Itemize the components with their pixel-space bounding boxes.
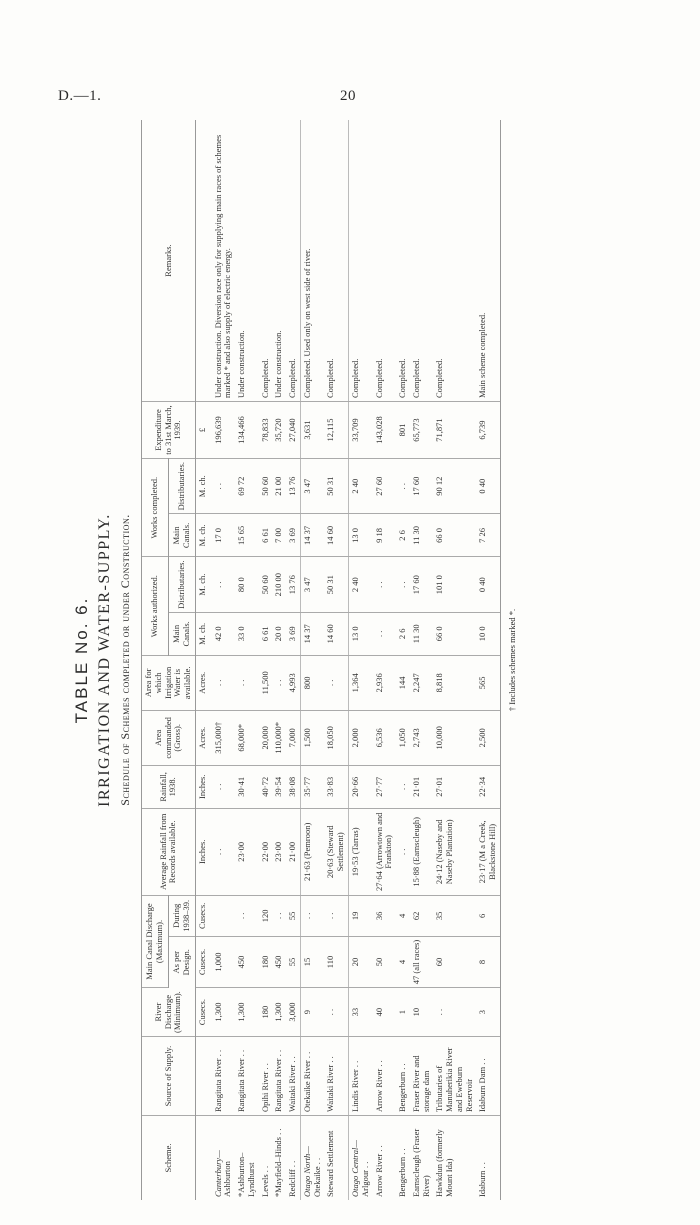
cell-avg-rain: 15·88 (Earnscleugh)	[410, 808, 434, 895]
cell-comp-main: 9 18	[373, 514, 397, 557]
cell-remarks: Completed. Used only on west side of river.	[300, 120, 324, 402]
col-as-per-design: As per Design.	[168, 936, 195, 987]
table-row	[212, 120, 236, 1200]
cell-auth-main: 14 37	[300, 612, 324, 655]
cell-avg-rain: 22·00	[259, 808, 273, 895]
col-source: Source of Supply.	[142, 1037, 196, 1116]
col-works-completed: Works completed.	[142, 459, 169, 557]
cell-river: 180	[259, 988, 273, 1037]
cell-avg-rain: 21·63 (Pemroon)	[300, 808, 324, 895]
rotated-table-page	[68, 120, 628, 1200]
cell-during: 36	[373, 895, 397, 936]
cell-comp-main: 3 69	[286, 514, 300, 557]
cell-during	[212, 895, 236, 936]
scheme-name: Arrow River . .	[373, 1145, 384, 1197]
cell-rain: 30·41	[235, 765, 259, 808]
cell-area: 110,000*	[272, 710, 286, 765]
cell-auth-dist: . .	[373, 557, 397, 612]
cell-comp-dist: 3 47	[300, 459, 324, 514]
cell-auth-dist: . .	[212, 557, 236, 612]
cell-scheme	[410, 1116, 434, 1201]
cell-during: 120	[259, 895, 273, 936]
cell-irr: 4,993	[286, 655, 300, 710]
unit-area: Acres.	[195, 710, 211, 765]
col-avg-rainfall: Average Rainfall from Records available.	[142, 808, 196, 895]
cell-remarks: Completed.	[286, 120, 300, 402]
cell-avg-rain: . .	[396, 808, 410, 895]
cell-comp-main: 15 65	[235, 514, 259, 557]
cell-during: 55	[286, 895, 300, 936]
cell-comp-dist: 0 40	[476, 459, 500, 514]
unit-irr: Acres.	[195, 655, 211, 710]
cell-scheme	[286, 1116, 300, 1201]
cell-source: Rangitata River . .	[235, 1037, 259, 1116]
cell-river: 40	[373, 988, 397, 1037]
cell-scheme	[272, 1116, 286, 1201]
cell-comp-main: 14 60	[324, 514, 348, 557]
cell-auth-main: 33 0	[235, 612, 259, 655]
col-rainfall-1938: Rainfall, 1938.	[142, 765, 196, 808]
scheme-name: Levels . .	[259, 1165, 270, 1197]
cell-avg-rain: 27·64 (Arrowtown and Frankton)	[373, 808, 397, 895]
cell-source: Rangitata River . .	[212, 1037, 236, 1116]
cell-comp-dist: . .	[212, 459, 236, 514]
region-label: Otago Central—	[350, 1140, 361, 1197]
scheme-name: Otekaike . .	[311, 1157, 322, 1197]
cell-exp: 27,040	[286, 402, 300, 459]
unit-design: Cusecs.	[195, 936, 211, 987]
cell-design: 15	[300, 936, 324, 987]
cell-comp-dist: 27 60	[373, 459, 397, 514]
cell-comp-dist: 21 00	[272, 459, 286, 514]
cell-avg-rain: . .	[212, 808, 236, 895]
cell-source: Idaburn Dam . .	[476, 1037, 500, 1116]
cell-auth-main: 6 61	[259, 612, 273, 655]
unit-river: Cusecs.	[195, 988, 211, 1037]
cell-remarks: Completed.	[349, 120, 373, 402]
cell-comp-dist: 50 60	[259, 459, 273, 514]
cell-auth-dist: 2 40	[349, 557, 373, 612]
cell-auth-dist: 0 40	[476, 557, 500, 612]
col-area-commanded: Area commanded (Gross).	[142, 710, 196, 765]
cell-design: 47 (all races)	[410, 936, 434, 987]
cell-during: 4	[396, 895, 410, 936]
cell-scheme	[349, 1116, 373, 1201]
footnote: † Includes schemes marked *.	[506, 608, 517, 712]
cell-area: 1,050	[396, 710, 410, 765]
cell-scheme	[212, 1116, 236, 1201]
scheme-name: Ashburton	[222, 1161, 233, 1197]
cell-exp: 78,833	[259, 402, 273, 459]
cell-auth-main: 66 0	[433, 612, 476, 655]
cell-river: . .	[324, 988, 348, 1037]
scheme-name: Idaburn . .	[477, 1162, 488, 1197]
cell-exp: 801	[396, 402, 410, 459]
cell-river: 33	[349, 988, 373, 1037]
cell-rain: 40·72	[259, 765, 273, 808]
table-subtitle: Schedule of Schemes completed or under Construction.	[118, 514, 132, 806]
col-river-discharge: River Discharge (Minimum).	[142, 988, 196, 1037]
units-row	[195, 120, 211, 1200]
cell-design: 4	[396, 936, 410, 987]
cell-rain: 27·01	[433, 765, 476, 808]
cell-avg-rain: 23·17 (M a Creek, Blackstone Hill)	[476, 808, 500, 895]
cell-comp-main: 7 00	[272, 514, 286, 557]
cell-auth-dist: 50 60	[259, 557, 273, 612]
table-row	[286, 120, 300, 1200]
table-row	[396, 120, 410, 1200]
cell-design: 450	[235, 936, 259, 987]
cell-scheme	[324, 1116, 348, 1201]
cell-area: 10,000	[433, 710, 476, 765]
cell-irr: . .	[324, 655, 348, 710]
cell-remarks: Main scheme completed.	[476, 120, 500, 402]
cell-auth-main: 2 6	[396, 612, 410, 655]
col-main-canal: Main Canal Discharge (Maximum).	[142, 895, 169, 987]
cell-source: Tributaries of Manuherikia River and Eweburn Reservoir	[433, 1037, 476, 1116]
cell-river: 1,300	[212, 988, 236, 1037]
cell-source: Fraser River and storage dam	[410, 1037, 434, 1116]
cell-source: Otekaike River . .	[300, 1037, 324, 1116]
cell-scheme	[476, 1116, 500, 1201]
cell-design: 55	[286, 936, 300, 987]
cell-exp: 143,028	[373, 402, 397, 459]
cell-remarks: Completed.	[259, 120, 273, 402]
unit-comp-dist: M. ch.	[195, 459, 211, 514]
cell-exp: 35,720	[272, 402, 286, 459]
cell-comp-main: 14 37	[300, 514, 324, 557]
cell-auth-main: 14 60	[324, 612, 348, 655]
cell-river: 1	[396, 988, 410, 1037]
cell-auth-main: 10 0	[476, 612, 500, 655]
cell-irr: 800	[300, 655, 324, 710]
cell-auth-main: 13 0	[349, 612, 373, 655]
cell-comp-main: 13 0	[349, 514, 373, 557]
cell-exp: 6,739	[476, 402, 500, 459]
cell-auth-main: 11 30	[410, 612, 434, 655]
cell-irr: 144	[396, 655, 410, 710]
scheme-name: Steward Settlement	[325, 1130, 336, 1197]
cell-river: 1,300	[235, 988, 259, 1037]
cell-comp-main: 66 0	[433, 514, 476, 557]
cell-avg-rain: 23·00	[235, 808, 259, 895]
cell-area: 20,000	[259, 710, 273, 765]
table-title: IRRIGATION AND WATER-SUPPLY.	[96, 513, 113, 807]
cell-design: 60	[433, 936, 476, 987]
cell-auth-main: 3 69	[286, 612, 300, 655]
cell-scheme	[259, 1116, 273, 1201]
cell-scheme	[373, 1116, 397, 1201]
cell-during: . .	[272, 895, 286, 936]
col-remarks: Remarks.	[142, 120, 196, 402]
cell-comp-dist: 17 60	[410, 459, 434, 514]
cell-auth-main: 42 0	[212, 612, 236, 655]
schedule-table	[141, 120, 501, 1200]
cell-area: 6,536	[373, 710, 397, 765]
cell-design: 180	[259, 936, 273, 987]
cell-comp-main: 6 61	[259, 514, 273, 557]
cell-during: . .	[300, 895, 324, 936]
cell-auth-dist: 17 60	[410, 557, 434, 612]
cell-auth-dist: 210 00	[272, 557, 286, 612]
cell-irr: 565	[476, 655, 500, 710]
cell-irr: . .	[212, 655, 236, 710]
cell-avg-rain: 24·12 (Naseby and Naseby Plantation)	[433, 808, 476, 895]
unit-comp-main: M. ch.	[195, 514, 211, 557]
cell-source: Bengerburn . .	[396, 1037, 410, 1116]
cell-remarks: Completed.	[324, 120, 348, 402]
cell-area: 68,000*	[235, 710, 259, 765]
cell-remarks: Completed.	[373, 120, 397, 402]
table-row	[259, 120, 273, 1200]
cell-irr: . .	[235, 655, 259, 710]
cell-remarks: Completed.	[396, 120, 410, 402]
scheme-name: Hawkdun (formerly Mount Ida)	[434, 1129, 455, 1197]
table-row	[235, 120, 259, 1200]
cell-source: Rangitata River . .	[272, 1037, 286, 1116]
table-row	[433, 120, 476, 1200]
cell-source: Lindis River . .	[349, 1037, 373, 1116]
cell-exp: 33,709	[349, 402, 373, 459]
scheme-name: Earnscleugh (Fraser River)	[410, 1128, 431, 1197]
cell-rain: 33·83	[324, 765, 348, 808]
cell-avg-rain: 21·00	[286, 808, 300, 895]
region-label: Otago North—	[301, 1146, 312, 1197]
scheme-name: *Mayfield–Hinds . .	[273, 1128, 284, 1197]
cell-rain: 38·08	[286, 765, 300, 808]
cell-rain: . .	[396, 765, 410, 808]
cell-area: 2,000	[349, 710, 373, 765]
col-scheme: Scheme.	[142, 1116, 196, 1201]
unit-rain: Inches.	[195, 765, 211, 808]
cell-design: 450	[272, 936, 286, 987]
cell-auth-dist: 80 0	[235, 557, 259, 612]
cell-river: . .	[433, 988, 476, 1037]
cell-auth-dist: 3 47	[300, 557, 324, 612]
cell-comp-dist: 50 31	[324, 459, 348, 514]
cell-exp: 3,631	[300, 402, 324, 459]
col-comp-main-canals: Main Canals.	[168, 514, 195, 557]
table-row	[410, 120, 434, 1200]
cell-area: 18,050	[324, 710, 348, 765]
cell-during: 19	[349, 895, 373, 936]
cell-source: Waitaki River . .	[324, 1037, 348, 1116]
cell-comp-dist: 2 40	[349, 459, 373, 514]
cell-during: . .	[235, 895, 259, 936]
col-auth-main-canals: Main Canals.	[168, 612, 195, 655]
col-works-authorized: Works authorized.	[142, 557, 169, 655]
cell-auth-dist: 50 31	[324, 557, 348, 612]
cell-rain: . .	[212, 765, 236, 808]
cell-rain: 27·77	[373, 765, 397, 808]
cell-rain: 21·01	[410, 765, 434, 808]
cell-irr: 2,936	[373, 655, 397, 710]
cell-design: 20	[349, 936, 373, 987]
unit-auth-dist: M. ch.	[195, 557, 211, 612]
cell-river: 10	[410, 988, 434, 1037]
cell-scheme	[396, 1116, 410, 1201]
cell-source: Opihi River . .	[259, 1037, 273, 1116]
cell-irr: 2,247	[410, 655, 434, 710]
cell-during: 62	[410, 895, 434, 936]
cell-irr: 11,500	[259, 655, 273, 710]
col-during: During 1938–39.	[168, 895, 195, 936]
cell-design: 50	[373, 936, 397, 987]
table-row	[324, 120, 348, 1200]
table-body	[195, 120, 500, 1200]
table-row	[373, 120, 397, 1200]
cell-design: 8	[476, 936, 500, 987]
cell-scheme	[433, 1116, 476, 1201]
cell-source: Arrow River . .	[373, 1037, 397, 1116]
scheme-name: Bengerburn . .	[397, 1148, 408, 1197]
cell-comp-main: 2 6	[396, 514, 410, 557]
cell-comp-main: 11 30	[410, 514, 434, 557]
cell-design: 1,000	[212, 936, 236, 987]
cell-exp: 12,115	[324, 402, 348, 459]
table-row	[476, 120, 500, 1200]
cell-during: 6	[476, 895, 500, 936]
cell-rain: 39·54	[272, 765, 286, 808]
cell-scheme	[300, 1116, 324, 1201]
scheme-name: Arlgour . .	[359, 1161, 370, 1197]
unit-auth-main: M. ch.	[195, 612, 211, 655]
cell-source: Waitaki River . .	[286, 1037, 300, 1116]
cell-irr: . .	[272, 655, 286, 710]
col-area-irrigation: Area for which Irrigation Water is available.	[142, 655, 196, 710]
cell-avg-rain: 23·00	[272, 808, 286, 895]
cell-comp-dist: 90 12	[433, 459, 476, 514]
cell-remarks: Completed.	[433, 120, 476, 402]
cell-rain: 22·34	[476, 765, 500, 808]
cell-river: 1,300	[272, 988, 286, 1037]
cell-remarks: Under construction.	[235, 120, 259, 402]
table-number: TABLE No. 6.	[72, 596, 91, 724]
cell-comp-main: 7 26	[476, 514, 500, 557]
cell-during: . .	[324, 895, 348, 936]
table-titles	[72, 120, 133, 1200]
cell-auth-dist: 101 0	[433, 557, 476, 612]
scheme-name: *Ashburton–Lyndhurst	[236, 1152, 256, 1197]
page-number: 20	[340, 88, 356, 104]
cell-area: 2,500	[476, 710, 500, 765]
table-row	[349, 120, 373, 1200]
cell-exp: 65,773	[410, 402, 434, 459]
col-auth-distributaries: Distributaries.	[168, 557, 195, 612]
cell-area: 1,500	[300, 710, 324, 765]
table-row	[300, 120, 324, 1200]
cell-remarks: Completed.	[410, 120, 434, 402]
cell-exp: 196,639	[212, 402, 236, 459]
cell-area: 315,000†	[212, 710, 236, 765]
cell-avg-rain: 20·63 (Steward Settlement)	[324, 808, 348, 895]
unit-exp: £	[195, 402, 211, 459]
cell-rain: 20·66	[349, 765, 373, 808]
region-label: Canterbury—	[212, 1150, 223, 1197]
cell-irr: 1,364	[349, 655, 373, 710]
cell-remarks: Under construction.	[272, 120, 286, 402]
cell-avg-rain: 19·53 (Tarras)	[349, 808, 373, 895]
cell-rain: 35·77	[300, 765, 324, 808]
page-ref: D.—1.	[58, 88, 102, 104]
table-row	[272, 120, 286, 1200]
cell-river: 3	[476, 988, 500, 1037]
cell-exp: 134,466	[235, 402, 259, 459]
cell-during: 35	[433, 895, 476, 936]
cell-auth-main: 20 0	[272, 612, 286, 655]
cell-scheme	[235, 1116, 259, 1201]
cell-comp-dist: . .	[396, 459, 410, 514]
cell-area: 7,000	[286, 710, 300, 765]
cell-river: 9	[300, 988, 324, 1037]
cell-irr: 8,818	[433, 655, 476, 710]
cell-auth-dist: 13 76	[286, 557, 300, 612]
cell-exp: 71,871	[433, 402, 476, 459]
cell-comp-dist: 13 76	[286, 459, 300, 514]
cell-auth-main: . .	[373, 612, 397, 655]
cell-river: 3,000	[286, 988, 300, 1037]
cell-area: 2,743	[410, 710, 434, 765]
cell-remarks: Under construction. Diversion race only for supplying main races of schemes marked * and also supply of electric energy.	[212, 120, 236, 402]
cell-auth-dist: . .	[396, 557, 410, 612]
unit-avg-rain: Inches.	[195, 808, 211, 895]
scheme-name: Redcliff . .	[287, 1160, 298, 1197]
unit-during: Cusecs.	[195, 895, 211, 936]
col-expenditure: Expenditure to 31st March, 1939.	[142, 402, 196, 459]
cell-comp-main: 17 0	[212, 514, 236, 557]
cell-design: 110	[324, 936, 348, 987]
col-comp-distributaries: Distributaries.	[168, 459, 195, 514]
cell-comp-dist: 69 72	[235, 459, 259, 514]
